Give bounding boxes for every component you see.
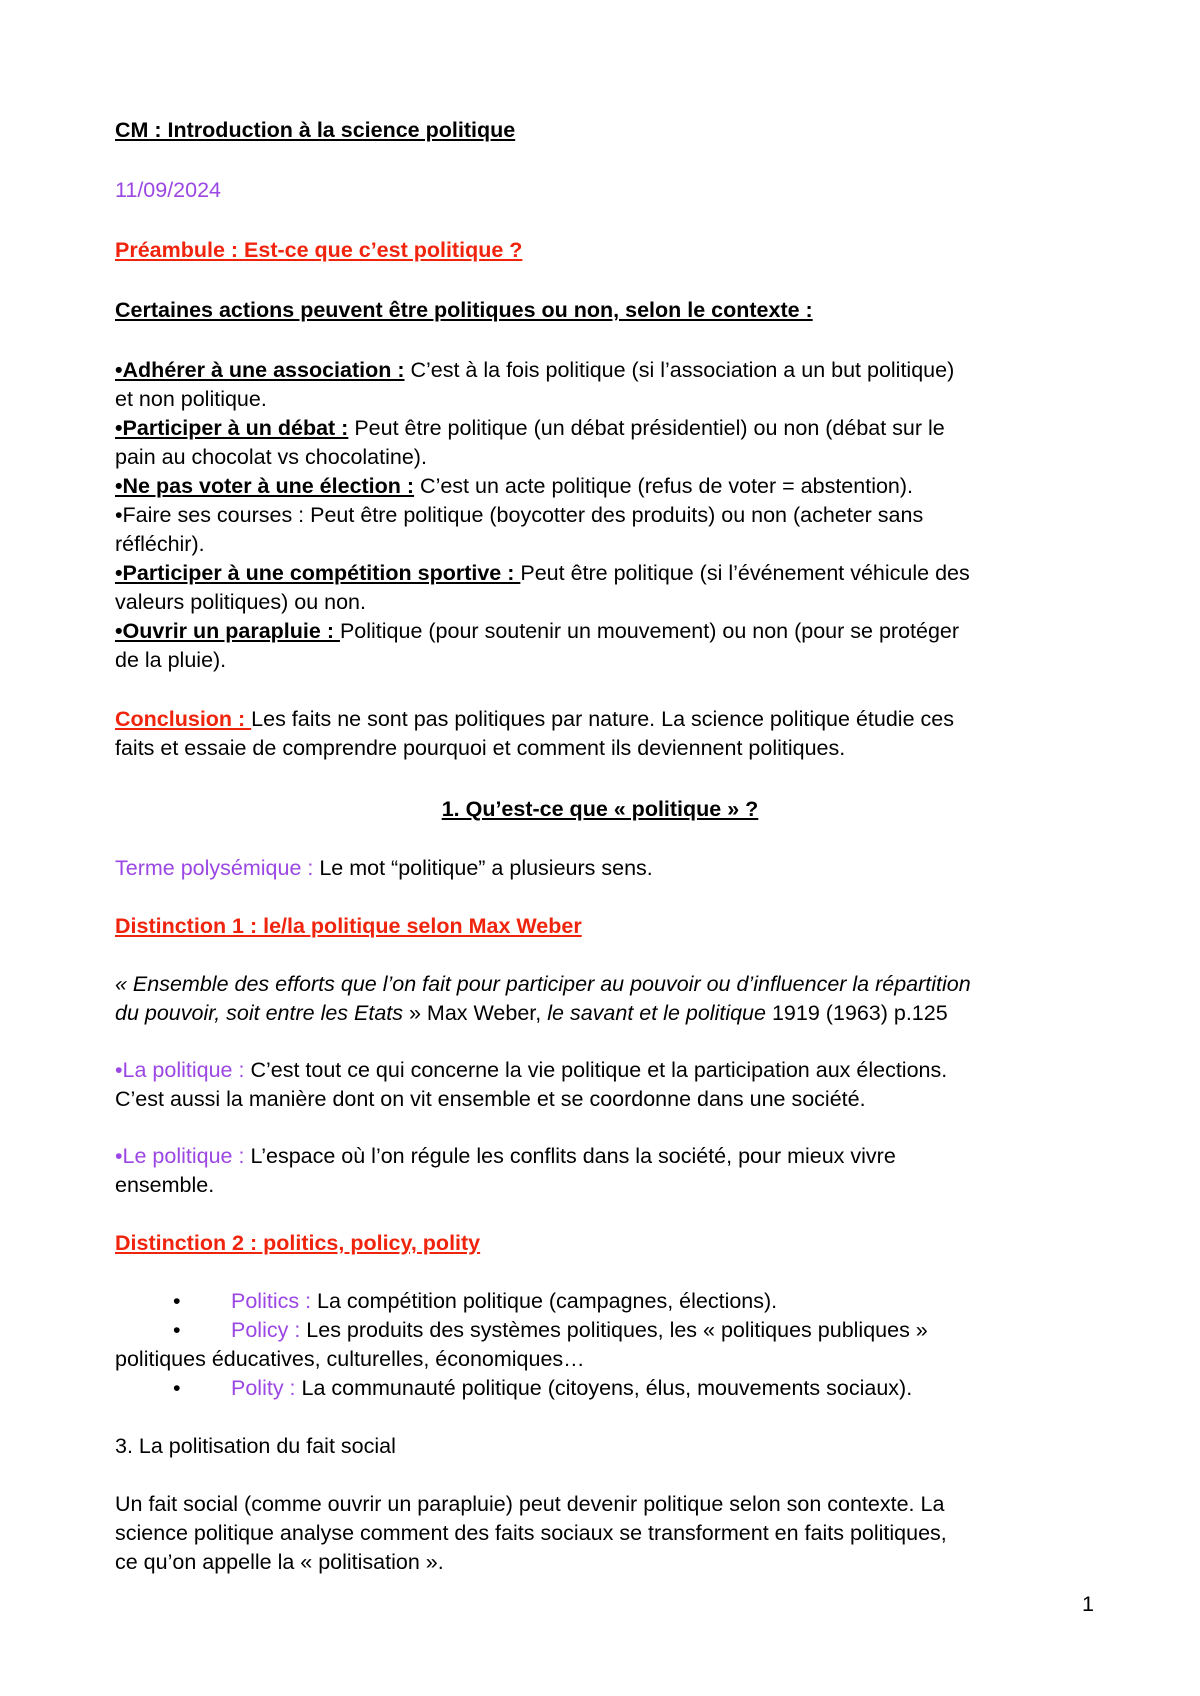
conclusion xyxy=(115,705,1095,763)
item-association xyxy=(115,356,1095,414)
item-text: Peut être politique (si l’événement véhicule des xyxy=(520,561,970,585)
item-parapluie xyxy=(115,617,1095,675)
bullet-text: La compétition politique (campagnes, élections). xyxy=(317,1289,778,1313)
bullet-policy xyxy=(115,1316,1095,1374)
terme-polysemique xyxy=(115,854,1095,883)
bullet-label: Politics : xyxy=(231,1289,318,1313)
item-text: •Faire ses courses : Peut être politique (boycotter des produits) ou non (acheter sans xyxy=(115,503,924,527)
item-text: Peut être politique (un débat présidentiel) ou non (débat sur le xyxy=(348,416,945,440)
item-text-cont: réfléchir). xyxy=(115,532,205,556)
terme-text: Le mot “politique” a plusieurs sens. xyxy=(319,856,653,880)
item-label: •Participer à une compétition sportive : xyxy=(115,561,521,585)
quote-author: » Max Weber, xyxy=(403,1001,548,1025)
bullet-politics xyxy=(115,1287,1095,1316)
bullet-polity xyxy=(115,1374,1095,1403)
final-line: ce qu’on appelle la « politisation ». xyxy=(115,1550,444,1574)
quote-italic-2: du pouvoir, soit entre les Etats xyxy=(115,1001,404,1025)
quote-book: le savant et le politique xyxy=(547,1001,766,1025)
conclusion-label: Conclusion : xyxy=(115,707,252,731)
la-politique-text: C’est tout ce qui concerne la vie politique et la participation aux élections. xyxy=(250,1058,948,1082)
bullet-label: Polity : xyxy=(231,1376,302,1400)
page-number: 1 xyxy=(1082,1592,1094,1616)
distinction-2-heading: Distinction 2 : politics, policy, polity xyxy=(115,1231,481,1255)
terme-label: Terme polysémique : xyxy=(115,856,320,880)
item-label: •Ne pas voter à une élection : xyxy=(115,474,415,498)
quote-ref: 1919 (1963) p.125 xyxy=(765,1001,948,1025)
item-text-cont: et non politique. xyxy=(115,387,267,411)
section-1-heading: 1. Qu’est-ce que « politique » ? xyxy=(441,797,759,821)
item-label: •Adhérer à une association : xyxy=(115,358,405,382)
item-label: •Ouvrir un parapluie : xyxy=(115,619,340,643)
final-paragraph xyxy=(115,1490,1095,1577)
item-debat xyxy=(115,414,1095,472)
item-voter xyxy=(115,472,1095,501)
bullet-label: Policy : xyxy=(231,1318,307,1342)
doc-title: CM : Introduction à la science politique xyxy=(115,118,516,142)
bullet-marker: • xyxy=(173,1318,181,1342)
final-line: Un fait social (comme ouvrir un parapluie) peut devenir politique selon son contexte. La xyxy=(115,1492,945,1516)
section-3-heading: 3. La politisation du fait social xyxy=(115,1434,396,1458)
la-politique xyxy=(115,1056,1095,1114)
bullet-marker: • xyxy=(173,1376,181,1400)
le-politique-label: •Le politique : xyxy=(115,1144,251,1168)
preambule-heading: Préambule : Est-ce que c’est politique ? xyxy=(115,238,523,262)
conclusion-text: Les faits ne sont pas politiques par nature. La science politique étudie ces xyxy=(251,707,954,731)
item-text: C’est un acte politique (refus de voter = abstention). xyxy=(414,474,914,498)
item-courses xyxy=(115,501,1095,559)
item-text-cont: de la pluie). xyxy=(115,648,227,672)
la-politique-text-cont: C’est aussi la manière dont on vit ensemble et se coordonne dans une société. xyxy=(115,1087,866,1111)
la-politique-label: •La politique : xyxy=(115,1058,251,1082)
item-text: C’est à la fois politique (si l’association a un but politique) xyxy=(404,358,955,382)
bullet-text-cont: politiques éducatives, culturelles, économiques… xyxy=(115,1347,585,1371)
le-politique-text-cont: ensemble. xyxy=(115,1173,215,1197)
le-politique xyxy=(115,1142,1095,1200)
item-text: Politique (pour soutenir un mouvement) ou non (pour se protéger xyxy=(339,619,960,643)
item-sport xyxy=(115,559,1095,617)
item-text-cont: valeurs politiques) ou non. xyxy=(115,590,366,614)
doc-date: 11/09/2024 xyxy=(115,178,222,202)
conclusion-text-cont: faits et essaie de comprendre pourquoi et comment ils deviennent politiques. xyxy=(115,736,846,760)
item-label: •Participer à un débat : xyxy=(115,416,349,440)
intro-heading: Certaines actions peuvent être politiques ou non, selon le contexte : xyxy=(115,298,813,322)
item-text-cont: pain au chocolat vs chocolatine). xyxy=(115,445,427,469)
bullet-text: La communauté politique (citoyens, élus, mouvements sociaux). xyxy=(301,1376,913,1400)
weber-quote xyxy=(115,970,1095,1028)
bullet-marker: • xyxy=(173,1289,181,1313)
bullet-text: Les produits des systèmes politiques, les « politiques publiques » xyxy=(306,1318,928,1342)
le-politique-text: L’espace où l’on régule les conflits dans la société, pour mieux vivre xyxy=(250,1144,896,1168)
quote-italic-1: « Ensemble des efforts que l’on fait pour participer au pouvoir ou d’influencer la répartition xyxy=(115,972,971,996)
distinction-1-heading: Distinction 1 : le/la politique selon Max Weber xyxy=(115,914,582,938)
final-line: science politique analyse comment des faits sociaux se transforment en faits politiques, xyxy=(115,1521,947,1545)
